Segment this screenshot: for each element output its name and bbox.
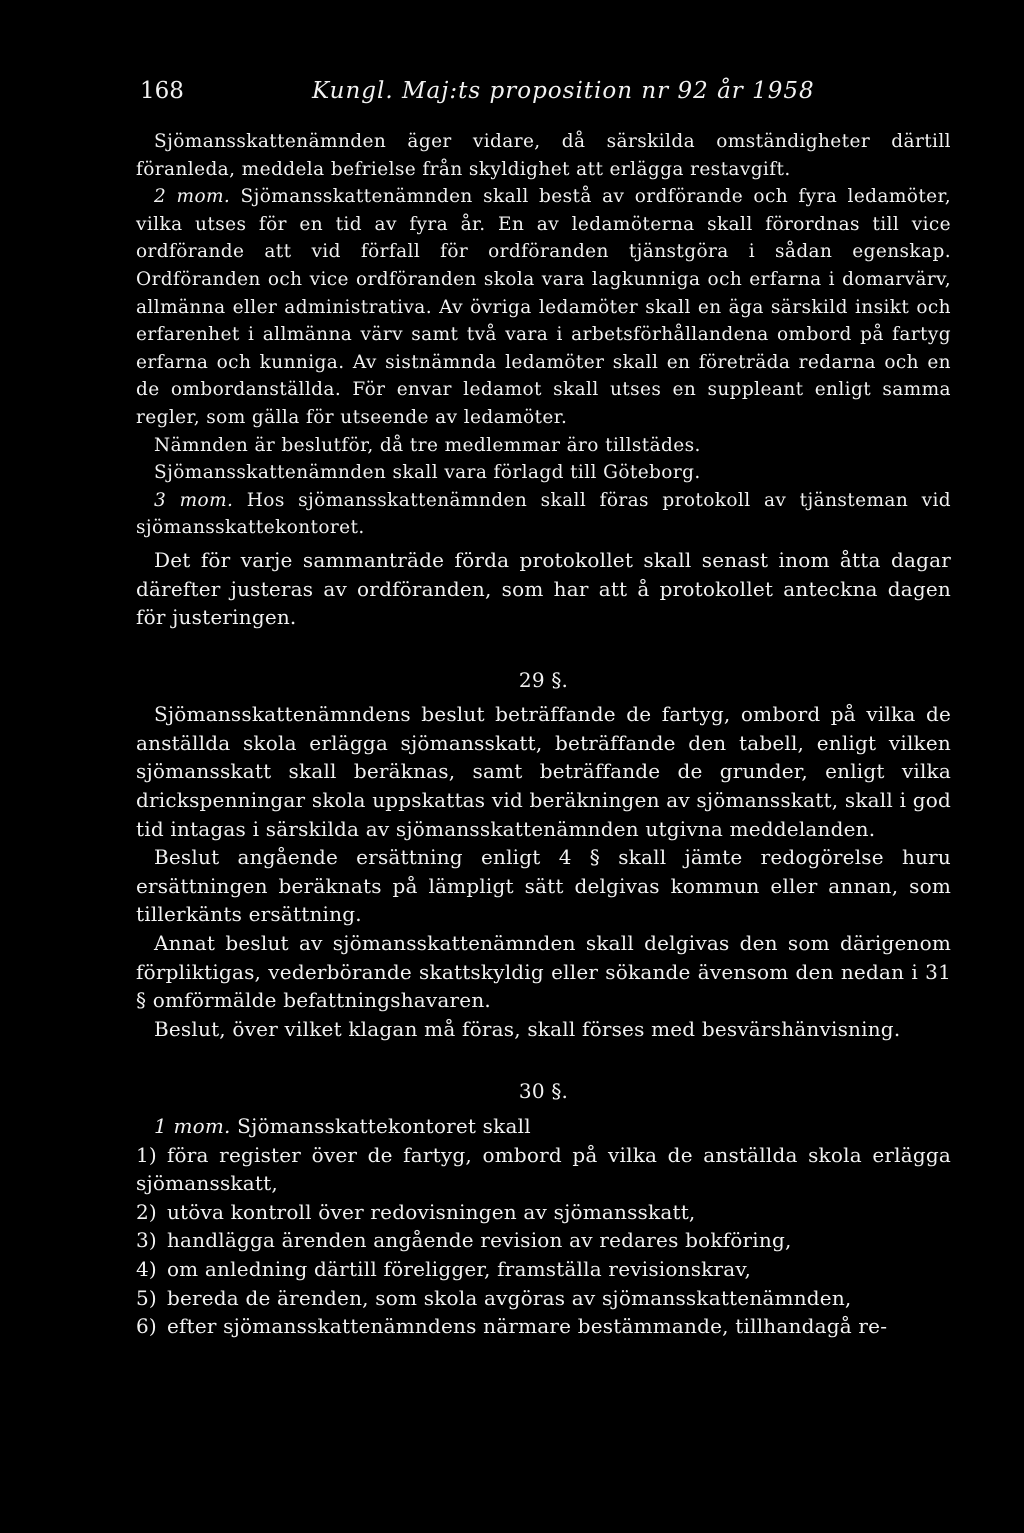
list-item-text: föra register över de fartyg, ombord på vilka de anställda skola erlägga sjömansskatt, — [136, 1142, 951, 1196]
list-item — [136, 1255, 951, 1284]
running-title: Kungl. Maj:ts proposition nr 92 år 1958 — [312, 78, 815, 104]
list-item-number: 5) — [136, 1285, 157, 1310]
page-body — [136, 128, 951, 1341]
paragraph: Annat beslut av sjömansskattenämnden skall delgivas den som därigenom förpliktigas, vederbörande skattskyldig eller sökande ävensom den nedan i 31 § omförmälde befattningshavaren. — [136, 931, 951, 1013]
list-item-number: 4) — [136, 1256, 157, 1281]
paragraph: Beslut, över vilket klagan må föras, skall förses med besvärshänvisning. — [154, 1016, 901, 1041]
list-item-number: 1) — [136, 1142, 157, 1167]
paragraph: Sjömansskattenämnden skall vara förlagd till Göteborg. — [154, 462, 701, 484]
duty-list — [136, 1141, 951, 1341]
list-item-text: bereda de ärenden, som skola avgöras av sjömansskattenämnden, — [166, 1285, 852, 1310]
section-28-continuation — [136, 128, 951, 542]
list-item-number: 2) — [136, 1199, 157, 1224]
mom-label: 1 mom. — [154, 1114, 231, 1138]
section-28-end — [136, 546, 951, 632]
list-item — [136, 1284, 951, 1313]
list-item — [136, 1141, 951, 1198]
paragraph: Nämnden är beslutför, då tre medlemmar äro tillstädes. — [154, 434, 701, 456]
list-item-number: 6) — [136, 1314, 157, 1339]
mom-label: 2 mom. — [154, 186, 231, 208]
paragraph: Sjömansskattenämndens beslut beträffande de fartyg, ombord på vilka de anställda skola erlägga sjömansskatt, beträffande den tabell, enligt vilken sjömansskatt skall beräknas, samt beträffande de grunder, enligt vilka drickspenningar skola uppskattas vid beräkningen av sjömansskatt, skall i god tid intagas i särskilda av sjömansskattenämnden utgivna meddelanden. — [136, 702, 951, 841]
paragraph-text: Sjömansskattenämnden skall bestå av ordförande och fyra ledamöter, vilka utses för en tid av fyra år. En av ledamöterna skall förordnas till vice ordförande att vid förfall för ordföranden tjänstgöra i sådan egenskap. Ordföranden och vice ordföranden skola vara lagkunniga och erfarna i domarvärv, allmänna eller administrativa. Av övriga ledamöter skall en äga särskild insikt och erfarenhet i allmänna värv samt två vara i arbetsförhållandena ombord på fartyg erfarna och kunniga. Av sistnämnda ledamöter skall en företräda redarna och en de ombordanställda. För envar ledamot skall utses en suppleant enligt samma regler, som gälla för utseende av ledamöter. — [136, 186, 951, 428]
section-heading: 30 §. — [518, 1079, 569, 1104]
mom-label: 3 mom. — [154, 489, 234, 511]
list-item-text: efter sjömansskattenämndens närmare bestämmande, tillhandagå re- — [166, 1314, 888, 1339]
list-item-number: 3) — [136, 1228, 157, 1253]
paragraph: Sjömansskattenämnden äger vidare, då särskilda omständigheter därtill föranleda, meddela befrielse från skyldighet att erlägga restavgift. — [136, 131, 951, 180]
page-number: 168 — [140, 78, 184, 104]
section-30 — [136, 1077, 951, 1340]
list-item-text: utöva kontroll över redovisningen av sjömansskatt, — [166, 1199, 696, 1224]
list-item — [136, 1312, 951, 1341]
list-item-text: om anledning därtill föreligger, framställa revisionskrav, — [166, 1256, 752, 1281]
paragraph-text: Sjömansskattekontoret skall — [230, 1114, 531, 1138]
section-29 — [136, 666, 951, 1044]
paragraph: Beslut angående ersättning enligt 4 § skall jämte redogörelse huru ersättningen beräknats på lämpligt sätt delgivas kommun eller annan, som tillerkänts ersättning. — [136, 845, 951, 927]
list-item-text: handlägga ärenden angående revision av redares bokföring, — [166, 1228, 792, 1253]
list-item — [136, 1198, 951, 1227]
paragraph-mom-3 — [136, 487, 951, 542]
paragraph: Det för varje sammanträde förda protokollet skall senast inom åtta dagar därefter justeras av ordföranden, som har att å protokollet anteckna dagen för justeringen. — [136, 547, 951, 630]
paragraph-text: Hos sjömansskattenämnden skall föras protokoll av tjänsteman vid sjömansskattekontoret. — [136, 489, 952, 539]
list-item — [136, 1226, 951, 1255]
page-header — [140, 78, 940, 114]
section-heading: 29 §. — [518, 667, 569, 692]
paragraph-mom-2 — [136, 183, 951, 431]
paragraph-mom-1 — [136, 1112, 951, 1141]
